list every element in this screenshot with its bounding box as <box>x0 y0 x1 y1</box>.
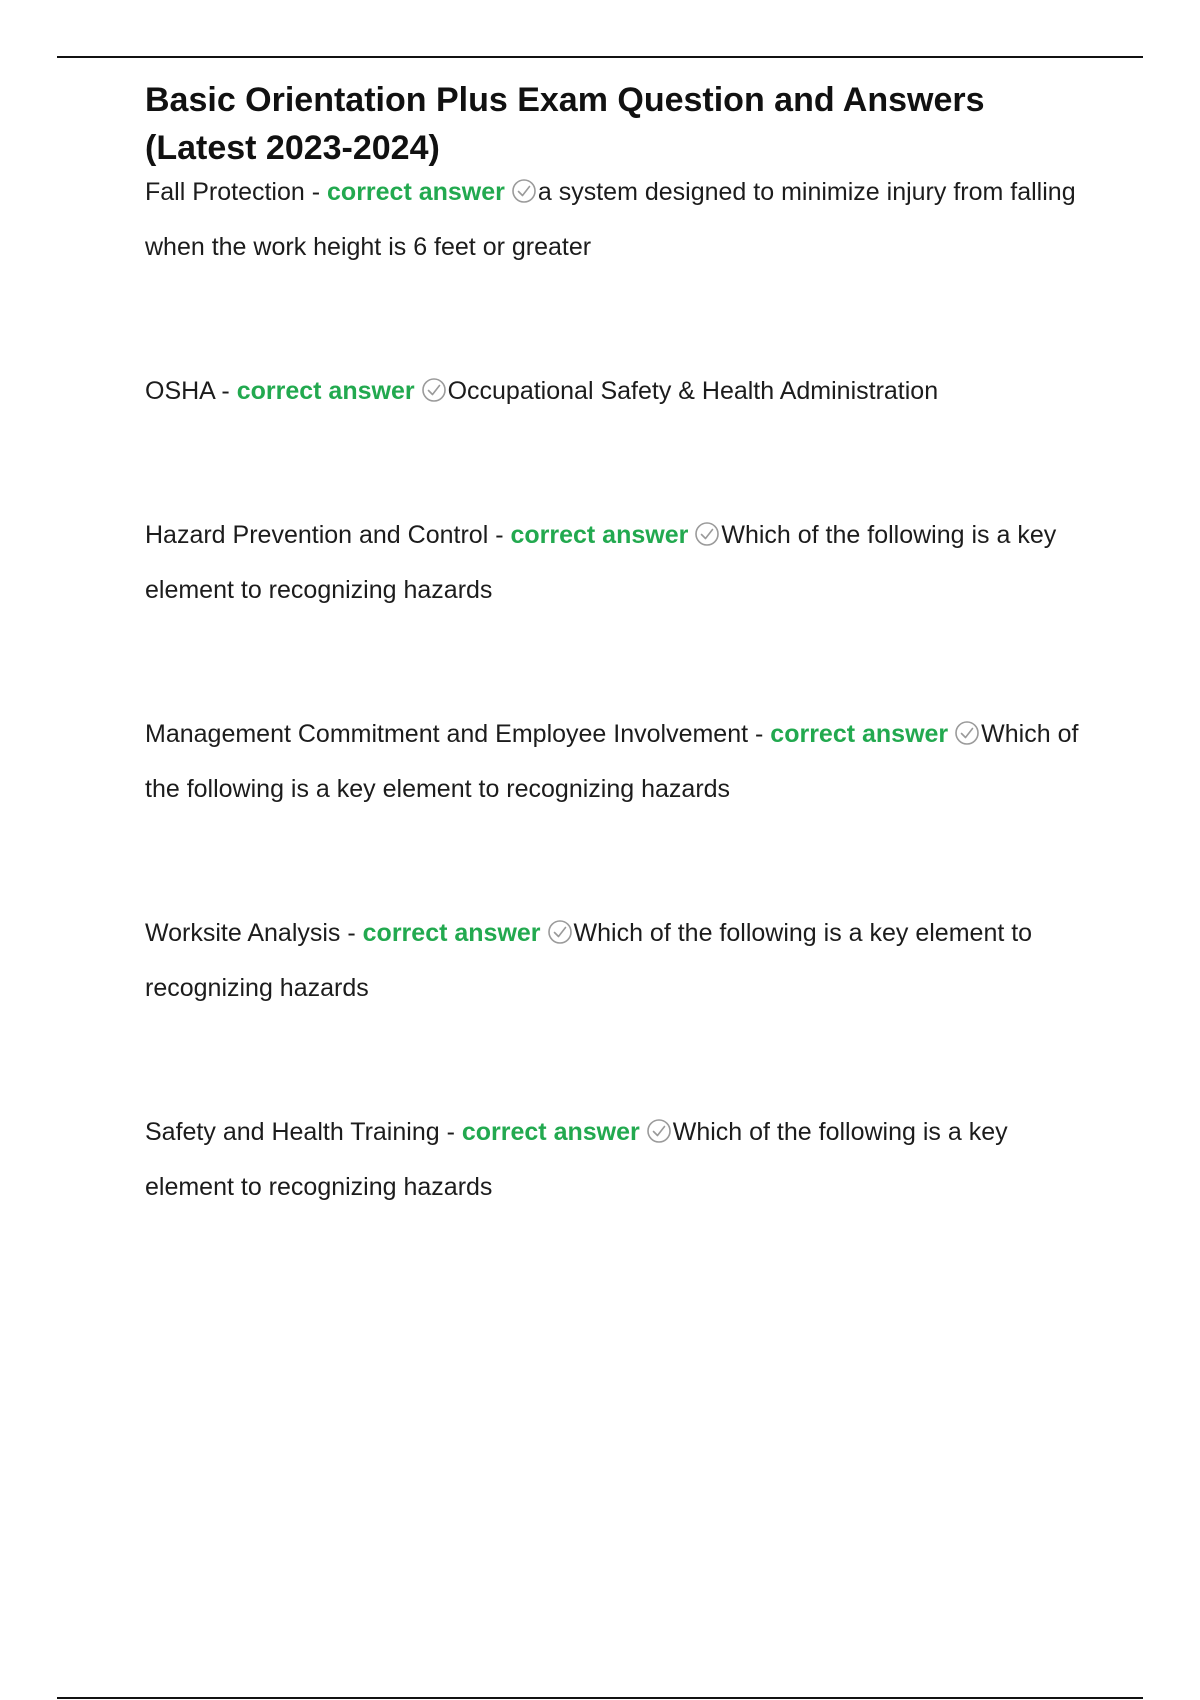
check-circle-icon <box>646 1118 672 1144</box>
qa-separator: - <box>340 919 363 947</box>
check-circle-icon <box>421 377 447 403</box>
qa-item <box>145 364 1095 419</box>
qa-answer: Which of the following is a key element to recognizing hazards <box>145 521 1057 604</box>
qa-separator: - <box>488 521 511 549</box>
correct-answer-label: correct answer <box>236 377 415 405</box>
qa-answer: Which of the following is a key element to recognizing hazards <box>145 919 1033 1002</box>
qa-answer: a system designed to minimize injury from falling when the work height is 6 feet or greater <box>145 178 1076 261</box>
qa-term: Worksite Analysis <box>145 919 341 947</box>
qa-answer: Occupational Safety & Health Administration <box>447 377 939 405</box>
qa-item <box>145 1105 1095 1215</box>
correct-answer-label: correct answer <box>327 178 505 206</box>
qa-separator: - <box>304 178 328 206</box>
qa-item <box>145 508 1095 618</box>
qa-answer: Which of the following is a key element to recognizing hazards <box>145 1118 1008 1201</box>
check-circle-icon <box>954 720 980 746</box>
qa-item <box>145 707 1095 817</box>
correct-answer-label: correct answer <box>770 720 949 748</box>
correct-answer-label: correct answer <box>362 919 541 947</box>
qa-separator: - <box>214 377 237 405</box>
qa-term: OSHA <box>145 377 215 405</box>
document-body <box>145 76 1095 1215</box>
qa-term: Fall Protection <box>145 178 305 206</box>
bottom-rule <box>57 1697 1143 1699</box>
qa-separator: - <box>439 1118 462 1146</box>
check-circle-icon <box>511 178 537 204</box>
qa-term: Safety and Health Training <box>145 1118 440 1146</box>
correct-answer-label: correct answer <box>461 1118 640 1146</box>
qa-term: Hazard Prevention and Control <box>145 521 489 549</box>
document-title: Basic Orientation Plus Exam Question and Answers (Latest 2023-2024) <box>145 81 985 167</box>
qa-answer: Which of the following is a key element to recognizing hazards <box>145 720 1079 803</box>
qa-term: Management Commitment and Employee Involvement <box>145 720 749 748</box>
qa-item <box>145 906 1095 1016</box>
top-rule <box>57 56 1143 58</box>
qa-separator: - <box>748 720 771 748</box>
correct-answer-label: correct answer <box>510 521 689 549</box>
check-circle-icon <box>694 521 720 547</box>
check-circle-icon <box>547 919 573 945</box>
qa-item <box>145 165 1095 275</box>
